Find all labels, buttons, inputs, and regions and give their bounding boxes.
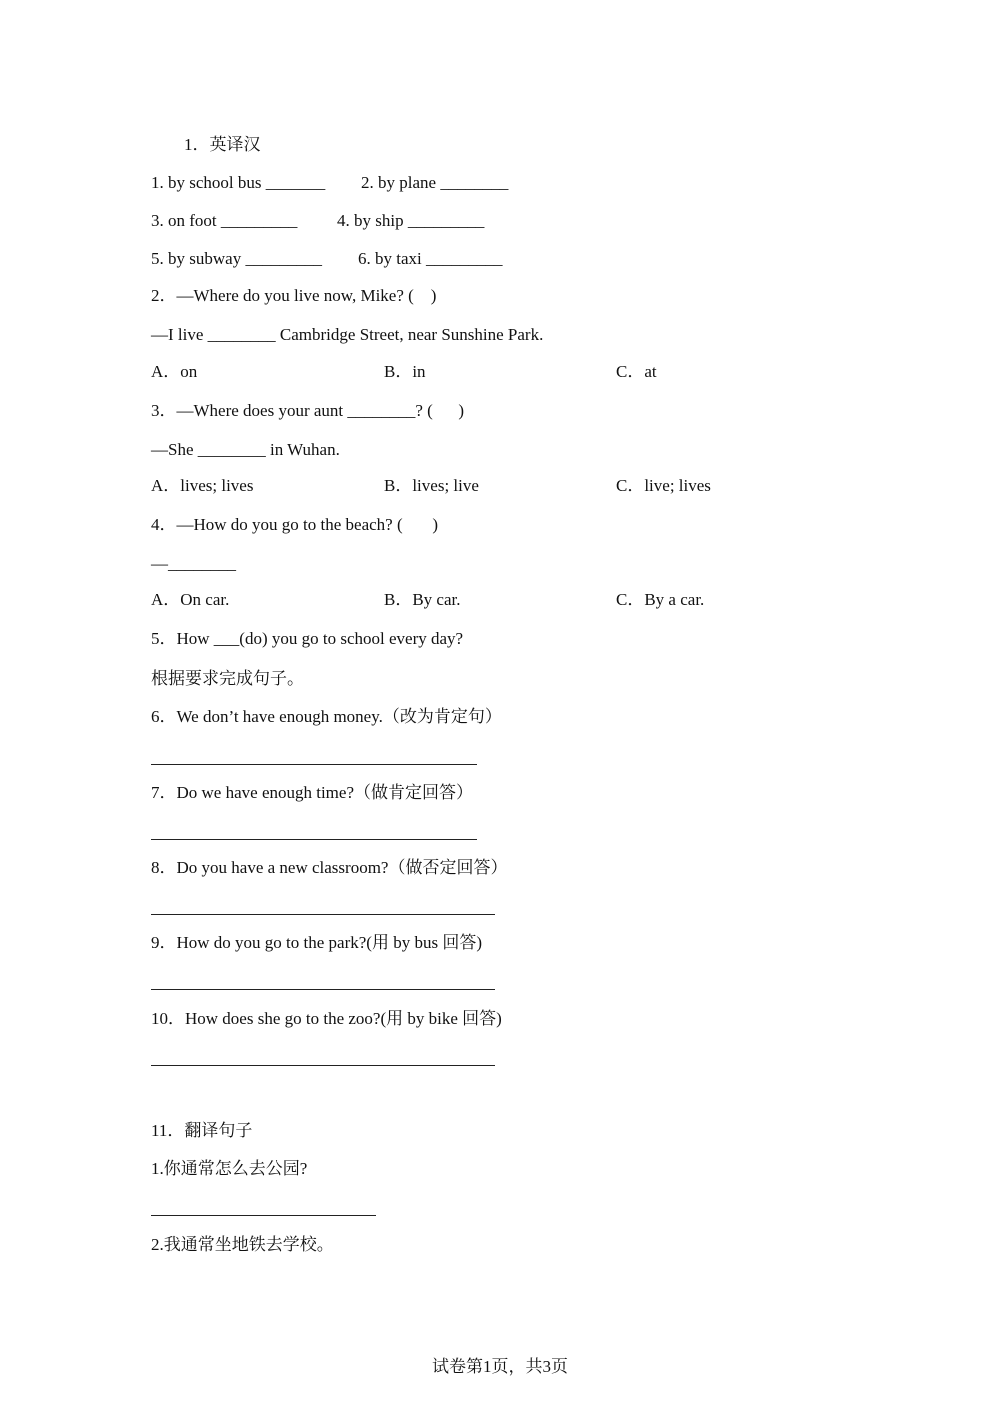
q2-stem: 2．—Where do you live now, Mike? ( ): [151, 286, 437, 305]
q8-stem: 8．Do you have a new classroom?（做否定回答）: [151, 858, 508, 877]
q2-option-a: A．on: [151, 362, 198, 381]
q10-answer-line[interactable]: [151, 1065, 495, 1066]
q4-sub: —________: [151, 554, 236, 573]
q11-sentence-1: 1.你通常怎么去公园?: [151, 1159, 308, 1178]
q2-option-b: B．in: [384, 362, 426, 381]
q7-stem: 7．Do we have enough time?（做肯定回答）: [151, 783, 473, 802]
q3-option-a: A．lives; lives: [151, 476, 254, 495]
q3-option-b: B．lives; live: [384, 476, 479, 495]
q1-title: 1．英译汉: [184, 135, 261, 154]
q1-item-4: 4. by ship _________: [337, 211, 485, 230]
q1-item-6: 6. by taxi _________: [358, 249, 503, 268]
q5-stem: 5．How ___(do) you go to school every day?: [151, 629, 464, 648]
q1-item-1: 1. by school bus _______: [151, 173, 326, 192]
q9-answer-line[interactable]: [151, 989, 495, 990]
q7-answer-line[interactable]: [151, 839, 477, 840]
q6-stem: 6．We don’t have enough money.（改为肯定句）: [151, 707, 502, 726]
q8-answer-line[interactable]: [151, 914, 495, 915]
q2-option-c: C．at: [616, 362, 657, 381]
page-footer: 试卷第1页，共3页: [432, 1357, 568, 1376]
q1-item-5: 5. by subway _________: [151, 249, 322, 268]
q3-stem: 3．—Where does your aunt ________? ( ): [151, 401, 465, 420]
q4-option-b: B．By car.: [384, 590, 461, 609]
q1-item-2: 2. by plane ________: [361, 173, 509, 192]
q11-sentence-2: 2.我通常坐地铁去学校。: [151, 1235, 334, 1254]
q4-option-a: A．On car.: [151, 590, 230, 609]
q3-option-c: C．live; lives: [616, 476, 711, 495]
q4-stem: 4．—How do you go to the beach? ( ): [151, 515, 439, 534]
q6-answer-line[interactable]: [151, 764, 477, 765]
q3-sub: —She ________ in Wuhan.: [151, 440, 340, 459]
q4-option-c: C．By a car.: [616, 590, 705, 609]
q9-stem: 9．How do you go to the park?(用 by bus 回答): [151, 933, 482, 952]
q11-answer-line-1[interactable]: [151, 1215, 376, 1216]
q11-title: 11．翻译句子: [151, 1121, 253, 1140]
section-instruction: 根据要求完成句子。: [151, 669, 304, 688]
q10-stem: 10．How does she go to the zoo?(用 by bike 回答): [151, 1009, 502, 1028]
q2-sub: —I live ________ Cambridge Street, near Sunshine Park.: [151, 325, 544, 344]
q1-item-3: 3. on foot _________: [151, 211, 298, 230]
